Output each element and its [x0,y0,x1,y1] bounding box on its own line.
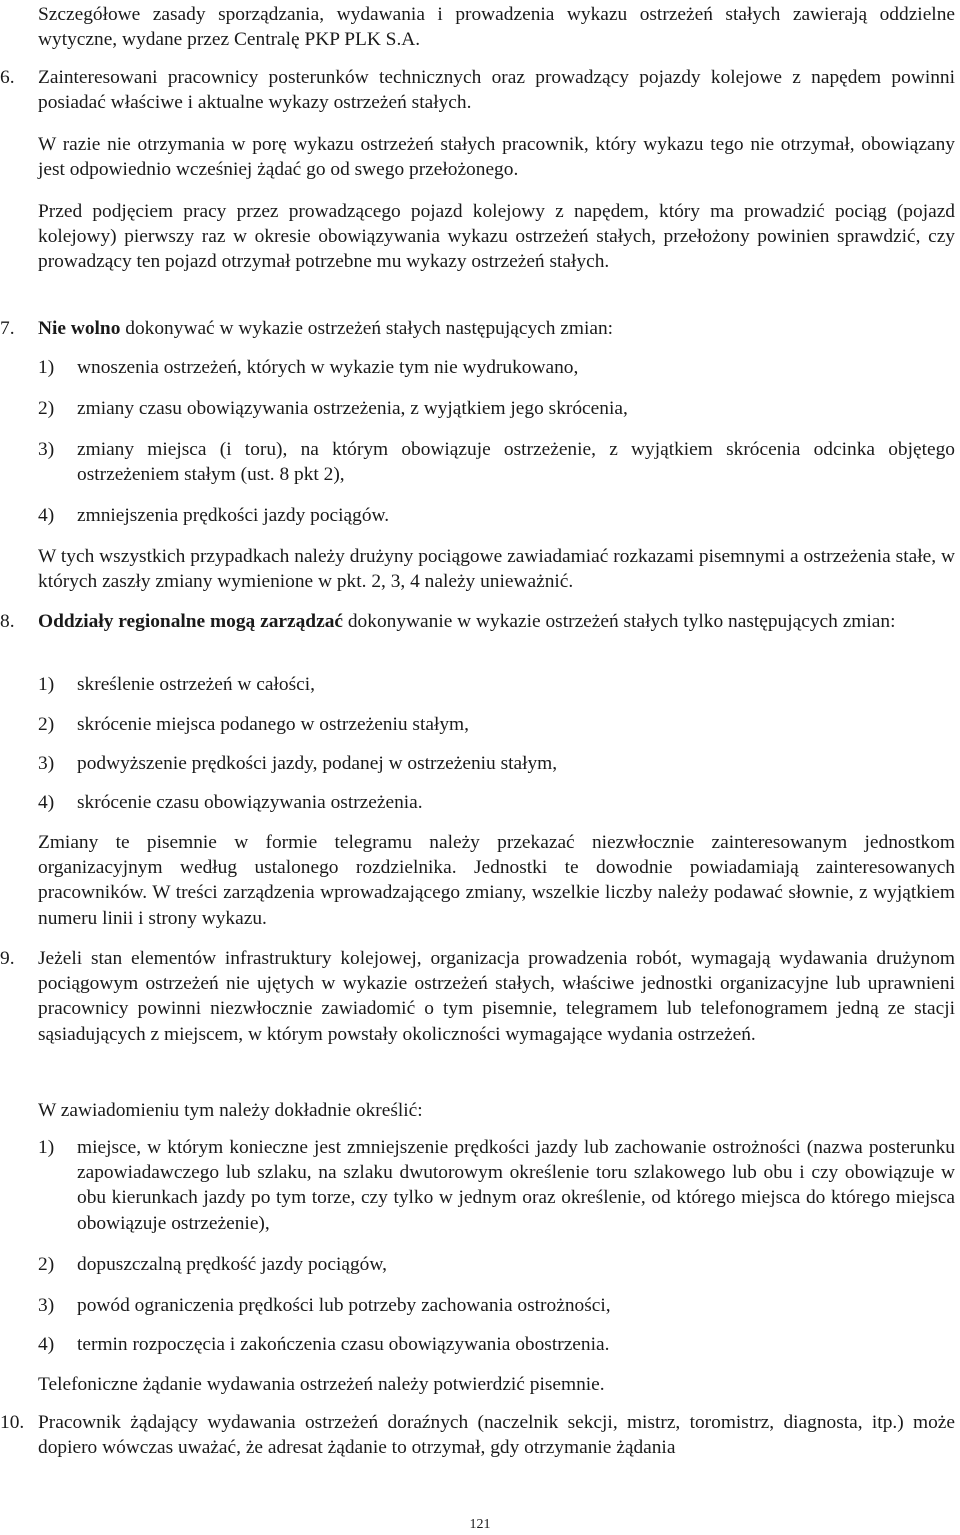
section-7-item-4-number: 4) [38,505,55,526]
section-7-item-4-text: zmniejszenia prędkości jazdy pociągów. [77,505,390,526]
section-7-number: 7. [0,318,15,339]
section-8-closing-paragraph: Zmiany te pisemnie w formie telegramu należy przekazać niezwłocznie zainteresowanym jednostkom organizacyjnym według ustalonego rozdzielnika. Jednostki te dowodnie powiadamiają zainteresowanych pracowników. W treści zarządzenia wprowadzającego zmiany, wszelkie liczby należy podawać słownie, z wyjątkiem numeru linii i strony wykazu. [38,832,955,929]
section-8-item-4-text: skrócenie czasu obowiązywania ostrzeżenia. [77,792,423,813]
section-9-item-1-number: 1) [38,1137,55,1158]
section-8-lead-text: dokonywanie w wykazie ostrzeżeń stałych tylko następujących zmian: [343,611,896,632]
section-8-bold-phrase: Oddziały regionalne mogą zarządzać [38,611,344,632]
section-9-item-3-text: powód ograniczenia prędkości lub potrzeby zachowania ostrożności, [77,1295,611,1316]
section-7-closing-paragraph: W tych wszystkich przypadkach należy drużyny pociągowe zawiadamiać rozkazami pisemnymi a ostrzeżenia stałe, w których zaszły zmiany wymienione w pkt. 2, 3, 4 należy unieważnić. [38,546,955,593]
section-7-bold-phrase: Nie wolno [38,318,121,339]
section-8-item-2-number: 2) [38,714,55,735]
section-8-lead [38,609,955,634]
section-7-item-3-text: zmiany miejsca (i toru), na którym obowiązuje ostrzeżenie, z wyjątkiem skrócenia odcinka objętego ostrzeżeniem stałym (ust. 8 pkt 2), [77,439,955,486]
section-9-item-2-number: 2) [38,1254,55,1275]
section-10-number: 10. [0,1412,25,1433]
section-9-item-4-text: termin rozpoczęcia i zakończenia czasu obowiązywania obostrzenia. [77,1334,610,1355]
section-6-paragraph-2: W razie nie otrzymania w porę wykazu ostrzeżeń stałych pracownik, który wykazu tego nie otrzymał, obowiązany jest odpowiednio wcześniej żądać go od swego przełożonego. [38,134,955,181]
section-9-item-1-text: miejsce, w którym konieczne jest zmniejszenie prędkości jazdy lub zachowanie ostrożności (nazwa posterunku zapowiadawczego lub szlaku, na szlaku dwutorowym określenie toru szlakowego lub obu i czy obowiązuje w obu kierunkach jazdy po tym torze, czy tylko w jednym oraz określenie, od którego miejsca do którego miejsca obowiązuje ostrzeżenie), [77,1137,955,1234]
section-8-item-2-text: skrócenie miejsca podanego w ostrzeżeniu stałym, [77,714,469,735]
section-9-paragraph-2: W zawiadomieniu tym należy dokładnie określić: [38,1100,423,1121]
section-9-number: 9. [0,948,15,969]
section-9-item-4-number: 4) [38,1334,55,1355]
section-9-closing-paragraph: Telefoniczne żądanie wydawania ostrzeżeń należy potwierdzić pisemnie. [38,1374,605,1395]
section-6-paragraph-3: Przed podjęciem pracy przez prowadzącego pojazd kolejowy z napędem, który ma prowadzić pociąg (pojazd kolejowy) pierwszy raz w okresie obowiązywania wykazu ostrzeżeń stałych, przełożony powinien sprawdzić, czy prowadzący ten pojazd otrzymał potrzebne mu wykazy ostrzeżeń stałych. [38,201,955,273]
section-9-item-2-text: dopuszczalną prędkość jazdy pociągów, [77,1254,387,1275]
section-6-number: 6. [0,67,15,88]
section-9-item-3-number: 3) [38,1295,55,1316]
section-8-item-4-number: 4) [38,792,55,813]
page-number: 121 [469,1517,491,1532]
section-8-item-1-number: 1) [38,674,55,695]
intro-paragraph: Szczegółowe zasady sporządzania, wydawania i prowadzenia wykazu ostrzeżeń stałych zawierają oddzielne wytyczne, wydane przez Centralę PKP PLK S.A. [38,4,955,51]
section-7-item-1-number: 1) [38,357,55,378]
section-7-item-2-number: 2) [38,398,55,419]
section-7-item-1-text: wnoszenia ostrzeżeń, których w wykazie tym nie wydrukowano, [77,357,579,378]
section-7-item-3-number: 3) [38,439,55,460]
section-8-number: 8. [0,611,15,632]
section-7-lead-text: dokonywać w wykazie ostrzeżeń stałych następujących zmian: [120,318,614,339]
section-9-paragraph-1: Jeżeli stan elementów infrastruktury kolejowej, organizacja prowadzenia robót, wymagają wydawania drużynom pociągowym ostrzeżeń nie ujętych w wykazie ostrzeżeń stałych, właściwe jednostki organizacyjne lub uprawnieni pracownicy powinni niezwłocznie zawiadomić o tym pisemnie, telegramem lub telefonogramem jedną ze stacji sąsiadujących z miejscem, w którym powstały okoliczności wymagające wydania ostrzeżeń. [38,948,955,1045]
section-10-paragraph-1: Pracownik żądający wydawania ostrzeżeń doraźnych (naczelnik sekcji, mistrz, toromistrz, diagnosta, itp.) może dopiero wówczas uważać, że adresat żądanie to otrzymał, gdy otrzymanie żądania [38,1412,955,1459]
section-8-item-3-text: podwyższenie prędkości jazdy, podanej w ostrzeżeniu stałym, [77,753,558,774]
section-8-item-3-number: 3) [38,753,55,774]
section-7-item-2-text: zmiany czasu obowiązywania ostrzeżenia, z wyjątkiem jego skrócenia, [77,398,628,419]
section-8-item-1-text: skreślenie ostrzeżeń w całości, [77,674,315,695]
section-7-lead [38,316,955,341]
section-6-paragraph-1: Zainteresowani pracownicy posterunków technicznych oraz prowadzący pojazdy kolejowe z napędem powinni posiadać właściwe i aktualne wykazy ostrzeżeń stałych. [38,67,955,114]
